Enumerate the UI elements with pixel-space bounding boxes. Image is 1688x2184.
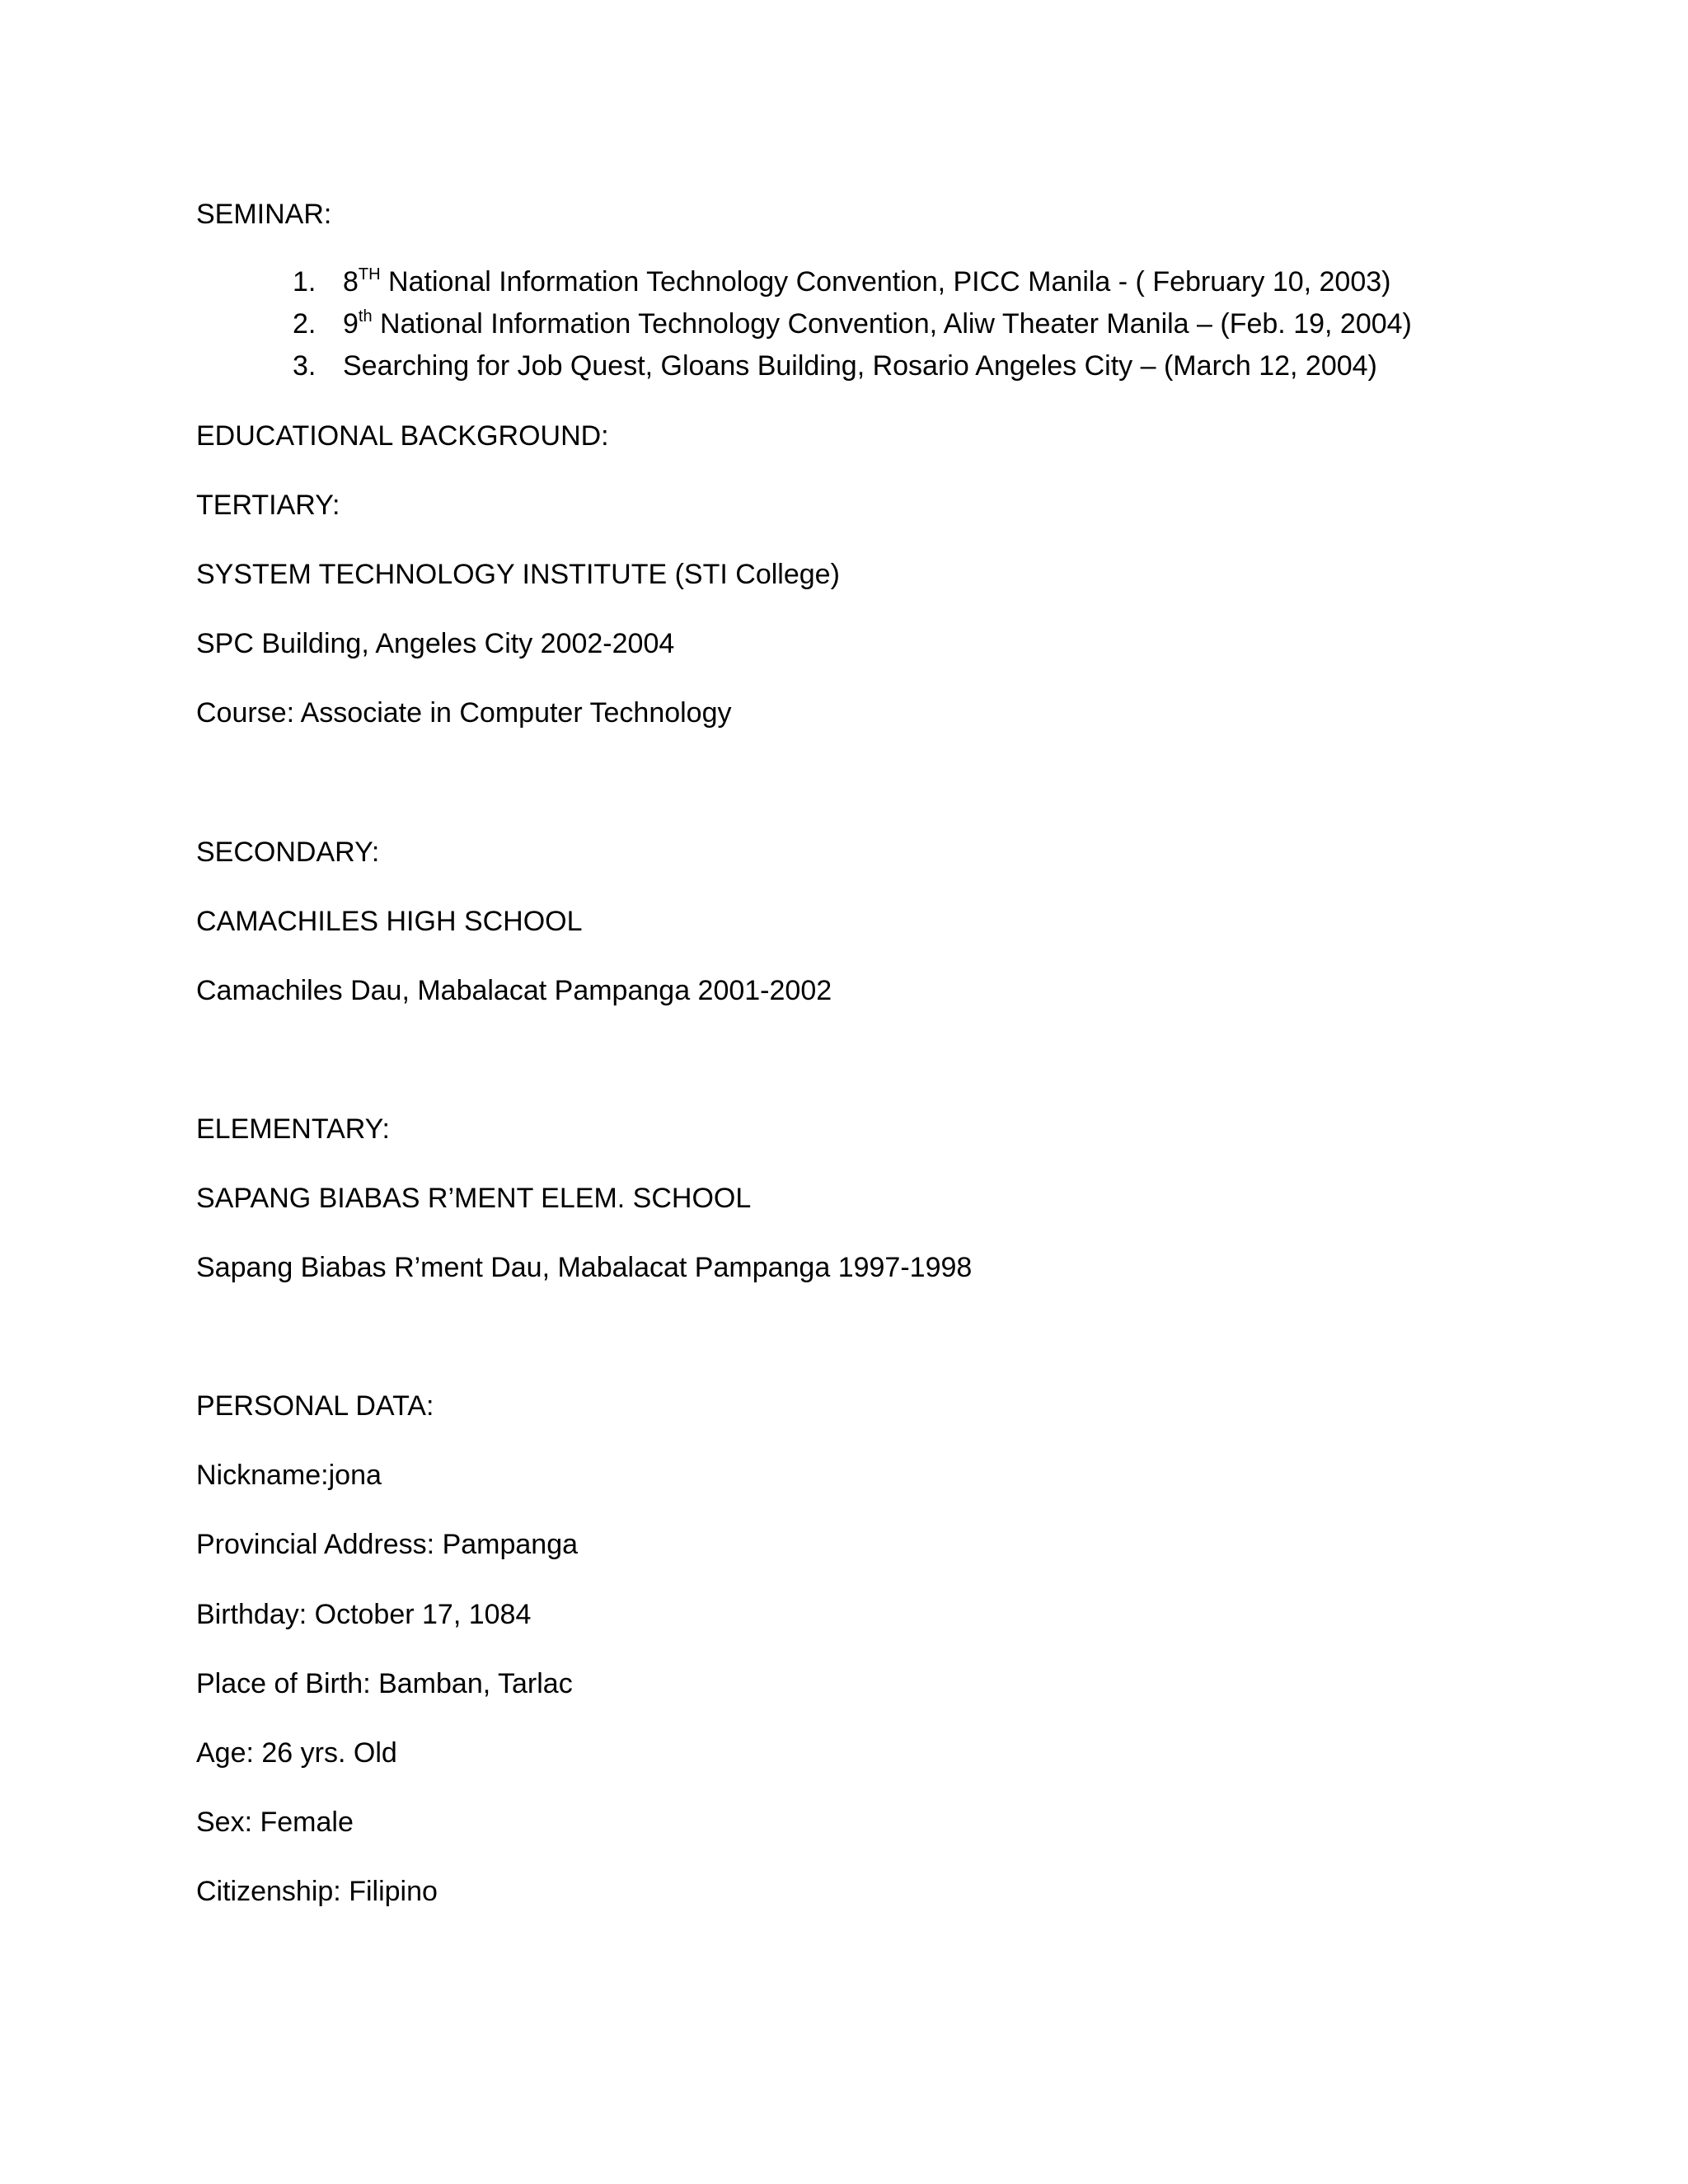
elementary-address: Sapang Biabas R’ment Dau, Mabalacat Pampanga 1997-1998 <box>196 1252 973 1283</box>
seminar-heading: SEMINAR: <box>196 199 332 230</box>
ordinal-number: 9 <box>343 308 359 340</box>
secondary-heading: SECONDARY: <box>196 837 380 868</box>
tertiary-school: SYSTEM TECHNOLOGY INSTITUTE (STI College) <box>196 559 840 590</box>
list-number: 2. <box>293 308 316 340</box>
nickname: Nickname:jona <box>196 1460 382 1491</box>
seminar-description: National Information Technology Convention, Aliw Theater Manila – (Feb. 19, 2004) <box>372 308 1412 340</box>
list-number: 3. <box>293 350 316 382</box>
list-text <box>343 264 1391 300</box>
seminar-list-item <box>0 306 1688 342</box>
provincial-address: Provincial Address: Pampanga <box>196 1529 579 1560</box>
age: Age: 26 yrs. Old <box>196 1737 397 1769</box>
list-text <box>343 348 1377 384</box>
seminar-description: National Information Technology Convention, PICC Manila - ( February 10, 2003) <box>380 266 1391 298</box>
secondary-school: CAMACHILES HIGH SCHOOL <box>196 906 583 937</box>
citizenship: Citizenship: Filipino <box>196 1876 438 1907</box>
education-heading: EDUCATIONAL BACKGROUND: <box>196 420 609 452</box>
seminar-list-item <box>0 264 1688 300</box>
ordinal-number: 8 <box>343 266 359 298</box>
ordinal-suffix: th <box>358 307 373 326</box>
birthday: Birthday: October 17, 1084 <box>196 1599 532 1630</box>
seminar-list-item <box>0 348 1688 384</box>
tertiary-course: Course: Associate in Computer Technology <box>196 697 732 729</box>
tertiary-heading: TERTIARY: <box>196 490 340 521</box>
list-text <box>343 306 1412 342</box>
secondary-address: Camachiles Dau, Mabalacat Pampanga 2001-2002 <box>196 975 832 1006</box>
elementary-heading: ELEMENTARY: <box>196 1113 390 1145</box>
ordinal-suffix: TH <box>358 265 381 284</box>
list-number: 1. <box>293 266 316 298</box>
personal-heading: PERSONAL DATA: <box>196 1390 434 1422</box>
place-of-birth: Place of Birth: Bamban, Tarlac <box>196 1668 573 1699</box>
seminar-description: Searching for Job Quest, Gloans Building, Rosario Angeles City – (March 12, 2004) <box>343 350 1377 382</box>
elementary-school: SAPANG BIABAS R’MENT ELEM. SCHOOL <box>196 1183 752 1214</box>
tertiary-address: SPC Building, Angeles City 2002-2004 <box>196 628 675 659</box>
sex: Sex: Female <box>196 1807 354 1838</box>
